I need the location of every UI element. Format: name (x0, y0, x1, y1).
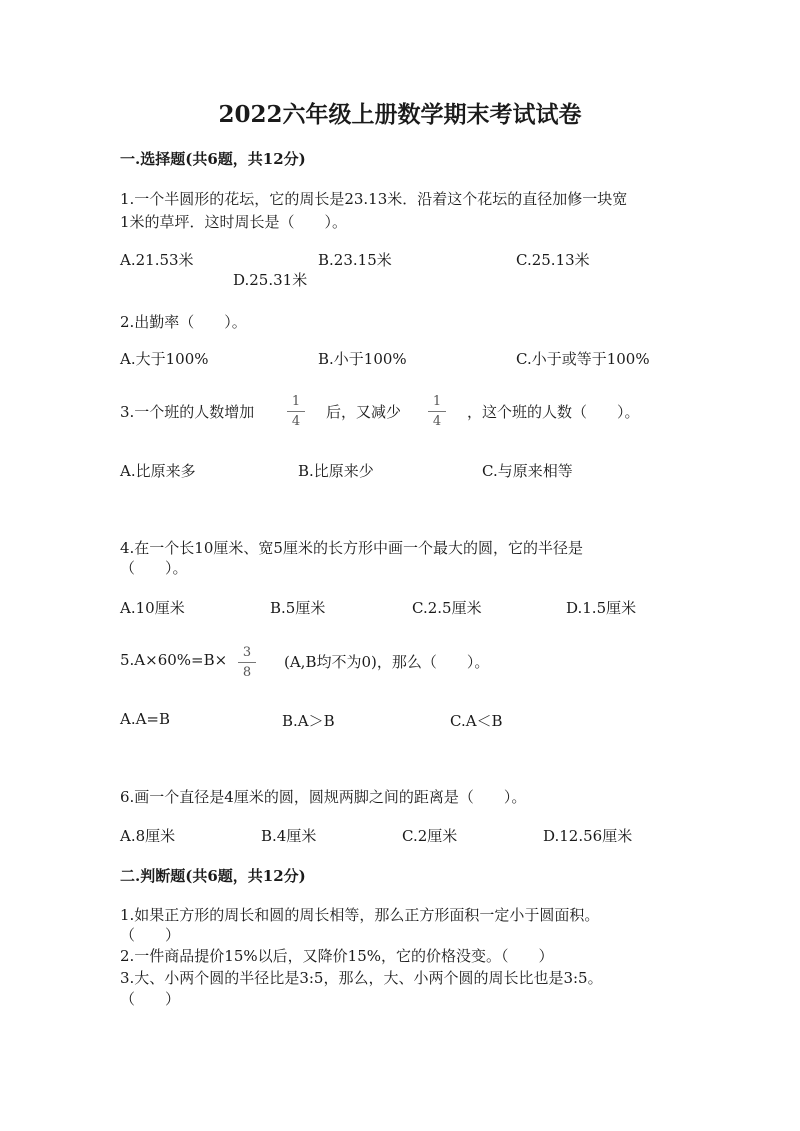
question-5-option-a: A.A=B (120, 710, 171, 728)
fraction-numerator: 1 (432, 394, 442, 409)
question-3-part-1: 3.一个班的人数增加 (120, 403, 255, 421)
question-1-option-a: A.21.53米 (120, 251, 194, 269)
question-3-part-2: 后，又减少 (326, 403, 402, 421)
question-5-fraction (237, 645, 257, 680)
question-1-option-c: C.25.13米 (516, 251, 590, 269)
fraction-bar (238, 662, 256, 663)
question-1-line-1: 1.一个半圆形的花坛，它的周长是23.13米．沿着这个花坛的直径加修一块宽 (120, 190, 628, 208)
judgement-1-line-2: （ ） (120, 926, 181, 944)
fraction-bar (428, 411, 446, 412)
judgement-1-line-1: 1.如果正方形的周长和圆的周长相等，那么正方形面积一定小于圆面积。 (120, 906, 600, 924)
question-6-text: 6.画一个直径是4厘米的圆，圆规两脚之间的距离是（ ）。 (120, 788, 527, 806)
question-6-option-d: D.12.56厘米 (543, 827, 633, 845)
judgement-2-text: 2.一件商品提价15%以后，又降价15%，它的价格没变。（ ） (120, 947, 554, 965)
section-heading-choice: 一.选择题(共6题，共12分) (120, 150, 306, 168)
fraction-denominator: 8 (242, 665, 252, 680)
question-1-option-b: B.23.15米 (318, 251, 392, 269)
question-3-option-c: C.与原来相等 (482, 462, 573, 480)
question-5-part-2: (A,B均不为0)，那么（ ）。 (284, 653, 490, 671)
fraction-bar (287, 411, 305, 412)
fraction-denominator: 4 (432, 414, 442, 429)
question-4-line-1: 4.在一个长10厘米、宽5厘米的长方形中画一个最大的圆，它的半径是 (120, 539, 583, 557)
question-6-option-c: C.2厘米 (402, 827, 458, 845)
judgement-3-line-1: 3.大、小两个圆的半径比是3:5，那么，大、小两个圆的周长比也是3:5。 (120, 969, 603, 987)
question-5-option-c: C.A＜B (450, 712, 503, 730)
question-3-fraction-2 (427, 394, 447, 429)
question-3-fraction-1 (286, 394, 306, 429)
question-1-line-2: 1米的草坪．这时周长是（ ）。 (120, 213, 348, 231)
fraction-denominator: 4 (291, 414, 301, 429)
question-4-option-d: D.1.5厘米 (566, 599, 637, 617)
question-6-option-a: A.8厘米 (120, 827, 176, 845)
question-4-line-2: （ ）。 (120, 559, 188, 577)
question-2-text: 2.出勤率（ ）。 (120, 313, 247, 331)
question-3-option-b: B.比原来少 (298, 462, 374, 480)
section-heading-judgement: 二.判断题(共6题，共12分) (120, 867, 306, 885)
question-4-option-c: C.2.5厘米 (412, 599, 482, 617)
fraction-numerator: 1 (291, 394, 301, 409)
fraction-numerator: 3 (242, 645, 252, 660)
question-3-option-a: A.比原来多 (120, 462, 196, 480)
question-2-option-c: C.小于或等于100% (516, 350, 650, 368)
question-5-option-b: B.A＞B (282, 712, 335, 730)
question-2-option-b: B.小于100% (318, 350, 407, 368)
question-5-part-1: 5.A×60%=B× (120, 651, 228, 669)
question-2-option-a: A.大于100% (120, 350, 209, 368)
question-4-option-b: B.5厘米 (270, 599, 326, 617)
question-1-option-d: D.25.31米 (233, 271, 308, 289)
question-4-option-a: A.10厘米 (120, 599, 185, 617)
question-6-option-b: B.4厘米 (261, 827, 317, 845)
page-title: 2022六年级上册数学期末考试试卷 (218, 101, 582, 128)
judgement-3-line-2: （ ） (120, 990, 181, 1008)
question-3-part-3: ，这个班的人数（ ）。 (467, 403, 640, 421)
